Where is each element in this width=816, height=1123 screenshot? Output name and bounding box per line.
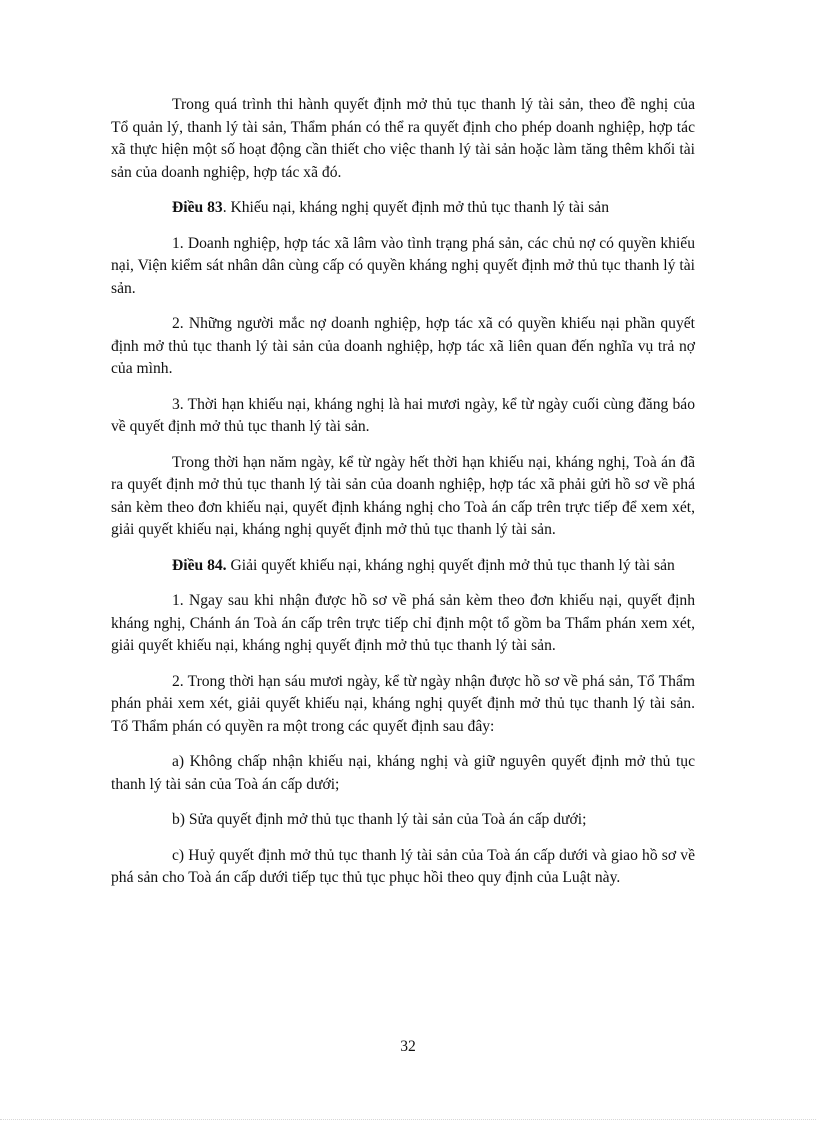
article-84-clause-1: 1. Ngay sau khi nhận được hồ sơ về phá sản kèm theo đơn khiếu nại, quyết định kháng nghị, Chánh án Toà án cấp trên trực tiếp chỉ định một tổ gồm ba Thẩm phán xem xét, giải quyết khiếu nại, kháng nghị quyết định mở thủ tục thanh lý tài sản. xyxy=(111,592,695,654)
paragraph: Trong quá trình thi hành quyết định mở thủ tục thanh lý tài sản, theo đề nghị của Tổ quản lý, thanh lý tài sản, Thẩm phán có thể ra quyết định cho phép doanh nghiệp, hợp tác xã thực hiện một số hoạt động cần thiết cho việc thanh lý tài sản hoặc làm tăng thêm khối tài sản của doanh nghiệp, hợp tác xã đó. xyxy=(111,96,695,181)
page-bottom-divider xyxy=(0,1119,816,1120)
article-83-heading xyxy=(111,197,695,220)
article-84-clause-2: 2. Trong thời hạn sáu mươi ngày, kể từ ngày nhận được hồ sơ về phá sản, Tổ Thẩm phán phải xem xét, giải quyết khiếu nại, kháng nghị quyết định mở thủ tục thanh lý tài sản. Tổ Thẩm phán có quyền ra một trong các quyết định sau đây: xyxy=(111,672,695,735)
article-83-clause-2: 2. Những người mắc nợ doanh nghiệp, hợp tác xã có quyền khiếu nại phần quyết định mở thủ tục thanh lý tài sản của doanh nghiệp, hợp tác xã liên quan đến nghĩa vụ trả nợ của mình. xyxy=(111,315,695,377)
article-84-title: Giải quyết khiếu nại, kháng nghị quyết định mở thủ tục thanh lý tài sản xyxy=(226,556,675,574)
article-84-point-c: c) Huỷ quyết định mở thủ tục thanh lý tài sản của Toà án cấp dưới và giao hồ sơ về phá sản cho Toà án cấp dưới tiếp tục thủ tục phục hồi theo quy định của Luật này. xyxy=(111,846,695,886)
article-83-clause-3: 3. Thời hạn khiếu nại, kháng nghị là hai mươi ngày, kể từ ngày cuối cùng đăng báo về quyết định mở thủ tục thanh lý tài sản. xyxy=(111,395,695,435)
document-page xyxy=(111,94,695,903)
article-83-clause-3-continued: Trong thời hạn năm ngày, kể từ ngày hết thời hạn khiếu nại, kháng nghị, Toà án đã ra quyết định mở thủ tục thanh lý tài sản của doanh nghiệp, hợp tác xã phải gửi hồ sơ về phá sản kèm theo đơn khiếu nại, quyết định kháng nghị cho Toà án cấp trên trực tiếp để xem xét, giải quyết khiếu nại, kháng nghị quyết định mở thủ tục thanh lý tài sản. xyxy=(111,453,695,538)
page-number: 32 xyxy=(400,1038,416,1055)
article-84-heading xyxy=(111,555,695,578)
article-84-number: Điều 84. xyxy=(172,556,227,574)
article-84-point-a: a) Không chấp nhận khiếu nại, kháng nghị và giữ nguyên quyết định mở thủ tục thanh lý tài sản của Toà án cấp dưới; xyxy=(111,753,695,793)
article-84-point-b: b) Sửa quyết định mở thủ tục thanh lý tài sản của Toà án cấp dưới; xyxy=(172,811,587,828)
article-83-number: Điều 83 xyxy=(172,199,223,216)
article-83-clause-1: 1. Doanh nghiệp, hợp tác xã lâm vào tình trạng phá sản, các chủ nợ có quyền khiếu nại, Viện kiểm sát nhân dân cùng cấp có quyền kháng nghị quyết định mở thủ tục thanh lý tài sản. xyxy=(111,234,695,297)
article-83-title: . Khiếu nại, kháng nghị quyết định mở thủ tục thanh lý tài sản xyxy=(222,199,610,216)
